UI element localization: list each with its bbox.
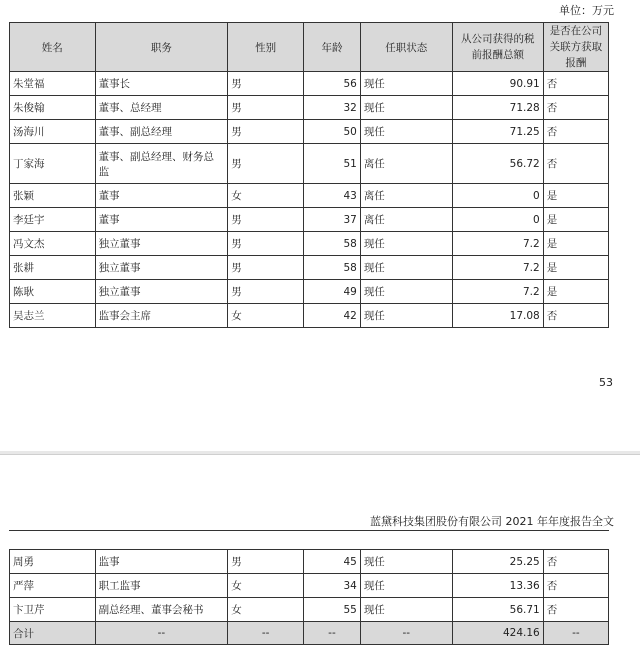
cell-pay: 56.71 [452,598,543,622]
compensation-table-page2 [9,549,609,645]
cell-age: 37 [304,208,361,232]
cell-status: 现任 [360,120,452,144]
cell-related: 否 [543,144,608,184]
cell-age: 34 [304,574,361,598]
cell-gender: 女 [228,598,304,622]
table-row [10,280,609,304]
cell-age: 51 [304,144,361,184]
cell-pay: 13.36 [452,574,543,598]
cell-age: 50 [304,120,361,144]
table-row [10,304,609,328]
unit-label: 单位：万元 [559,4,614,17]
cell-status: 离任 [360,144,452,184]
cell-age: 55 [304,598,361,622]
cell-related: 是 [543,256,608,280]
cell-age: 32 [304,96,361,120]
table-row [10,96,609,120]
cell-age: 43 [304,184,361,208]
cell-title: 独立董事 [95,232,228,256]
cell-title: 董事 [95,208,228,232]
cell-age: 58 [304,256,361,280]
header-status: 任职状态 [360,23,452,72]
cell-gender: 男 [228,72,304,96]
cell-related: 是 [543,280,608,304]
cell-pay: 25.25 [452,550,543,574]
cell-title: 监事 [95,550,228,574]
cell-gender: 男 [228,96,304,120]
cell-gender: 男 [228,232,304,256]
cell-status: 现任 [360,550,452,574]
cell-pay: 7.2 [452,256,543,280]
cell-related: 否 [543,574,608,598]
cell-title: 独立董事 [95,280,228,304]
header-rule [9,530,609,531]
cell-age: 56 [304,72,361,96]
total-age: -- [304,622,361,645]
table-row [10,144,609,184]
company-header: 蓝黛科技集团股份有限公司 2021 年年度报告全文 [370,515,614,528]
cell-gender: 男 [228,256,304,280]
cell-gender: 男 [228,120,304,144]
total-related: -- [543,622,608,645]
table-row [10,232,609,256]
cell-related: 否 [543,598,608,622]
cell-related: 是 [543,232,608,256]
cell-title: 董事 [95,184,228,208]
table-row [10,598,609,622]
cell-name: 卞卫芹 [10,598,96,622]
cell-status: 离任 [360,208,452,232]
cell-status: 现任 [360,96,452,120]
cell-status: 现任 [360,72,452,96]
cell-age: 58 [304,232,361,256]
total-row [10,622,609,645]
cell-gender: 女 [228,184,304,208]
cell-name: 严萍 [10,574,96,598]
table-row [10,184,609,208]
cell-pay: 0 [452,184,543,208]
cell-gender: 男 [228,550,304,574]
cell-pay: 56.72 [452,144,543,184]
table-row [10,120,609,144]
cell-pay: 17.08 [452,304,543,328]
cell-title: 职工监事 [95,574,228,598]
header-name: 姓名 [10,23,96,72]
total-label: 合计 [10,622,96,645]
page-separator-line [0,454,640,455]
cell-status: 现任 [360,232,452,256]
cell-title: 董事、总经理 [95,96,228,120]
header-pay: 从公司获得的税前报酬总额 [452,23,543,72]
cell-related: 否 [543,120,608,144]
compensation-table-page1 [9,22,609,328]
cell-name: 汤海川 [10,120,96,144]
cell-name: 朱堂福 [10,72,96,96]
table-row [10,574,609,598]
cell-related: 否 [543,550,608,574]
cell-gender: 女 [228,304,304,328]
header-gender: 性别 [228,23,304,72]
cell-title: 副总经理、董事会秘书 [95,598,228,622]
cell-gender: 男 [228,208,304,232]
cell-gender: 男 [228,280,304,304]
cell-status: 现任 [360,256,452,280]
cell-age: 49 [304,280,361,304]
cell-title: 董事长 [95,72,228,96]
total-pay: 424.16 [452,622,543,645]
table-row [10,550,609,574]
cell-pay: 7.2 [452,232,543,256]
cell-pay: 0 [452,208,543,232]
table-row [10,72,609,96]
cell-name: 朱俊翰 [10,96,96,120]
cell-related: 是 [543,184,608,208]
cell-name: 张耕 [10,256,96,280]
cell-related: 否 [543,304,608,328]
cell-gender: 男 [228,144,304,184]
cell-status: 现任 [360,304,452,328]
cell-name: 周勇 [10,550,96,574]
cell-name: 李廷宇 [10,208,96,232]
cell-related: 是 [543,208,608,232]
total-gender: -- [228,622,304,645]
cell-gender: 女 [228,574,304,598]
cell-related: 否 [543,96,608,120]
cell-status: 现任 [360,598,452,622]
header-age: 年龄 [304,23,361,72]
cell-pay: 90.91 [452,72,543,96]
cell-pay: 71.25 [452,120,543,144]
cell-status: 现任 [360,574,452,598]
cell-name: 冯文杰 [10,232,96,256]
total-title: -- [95,622,228,645]
header-related: 是否在公司关联方获取报酬 [543,23,608,72]
table-row [10,208,609,232]
cell-name: 吴志兰 [10,304,96,328]
cell-pay: 7.2 [452,280,543,304]
total-status: -- [360,622,452,645]
cell-related: 否 [543,72,608,96]
cell-age: 42 [304,304,361,328]
cell-pay: 71.28 [452,96,543,120]
cell-title: 监事会主席 [95,304,228,328]
cell-name: 张颖 [10,184,96,208]
cell-age: 45 [304,550,361,574]
cell-title: 独立董事 [95,256,228,280]
cell-title: 董事、副总经理、财务总监 [95,144,228,184]
cell-status: 离任 [360,184,452,208]
table-row [10,256,609,280]
cell-status: 现任 [360,280,452,304]
header-title: 职务 [95,23,228,72]
page-number: 53 [599,376,613,389]
cell-title: 董事、副总经理 [95,120,228,144]
cell-name: 丁家海 [10,144,96,184]
cell-name: 陈耿 [10,280,96,304]
